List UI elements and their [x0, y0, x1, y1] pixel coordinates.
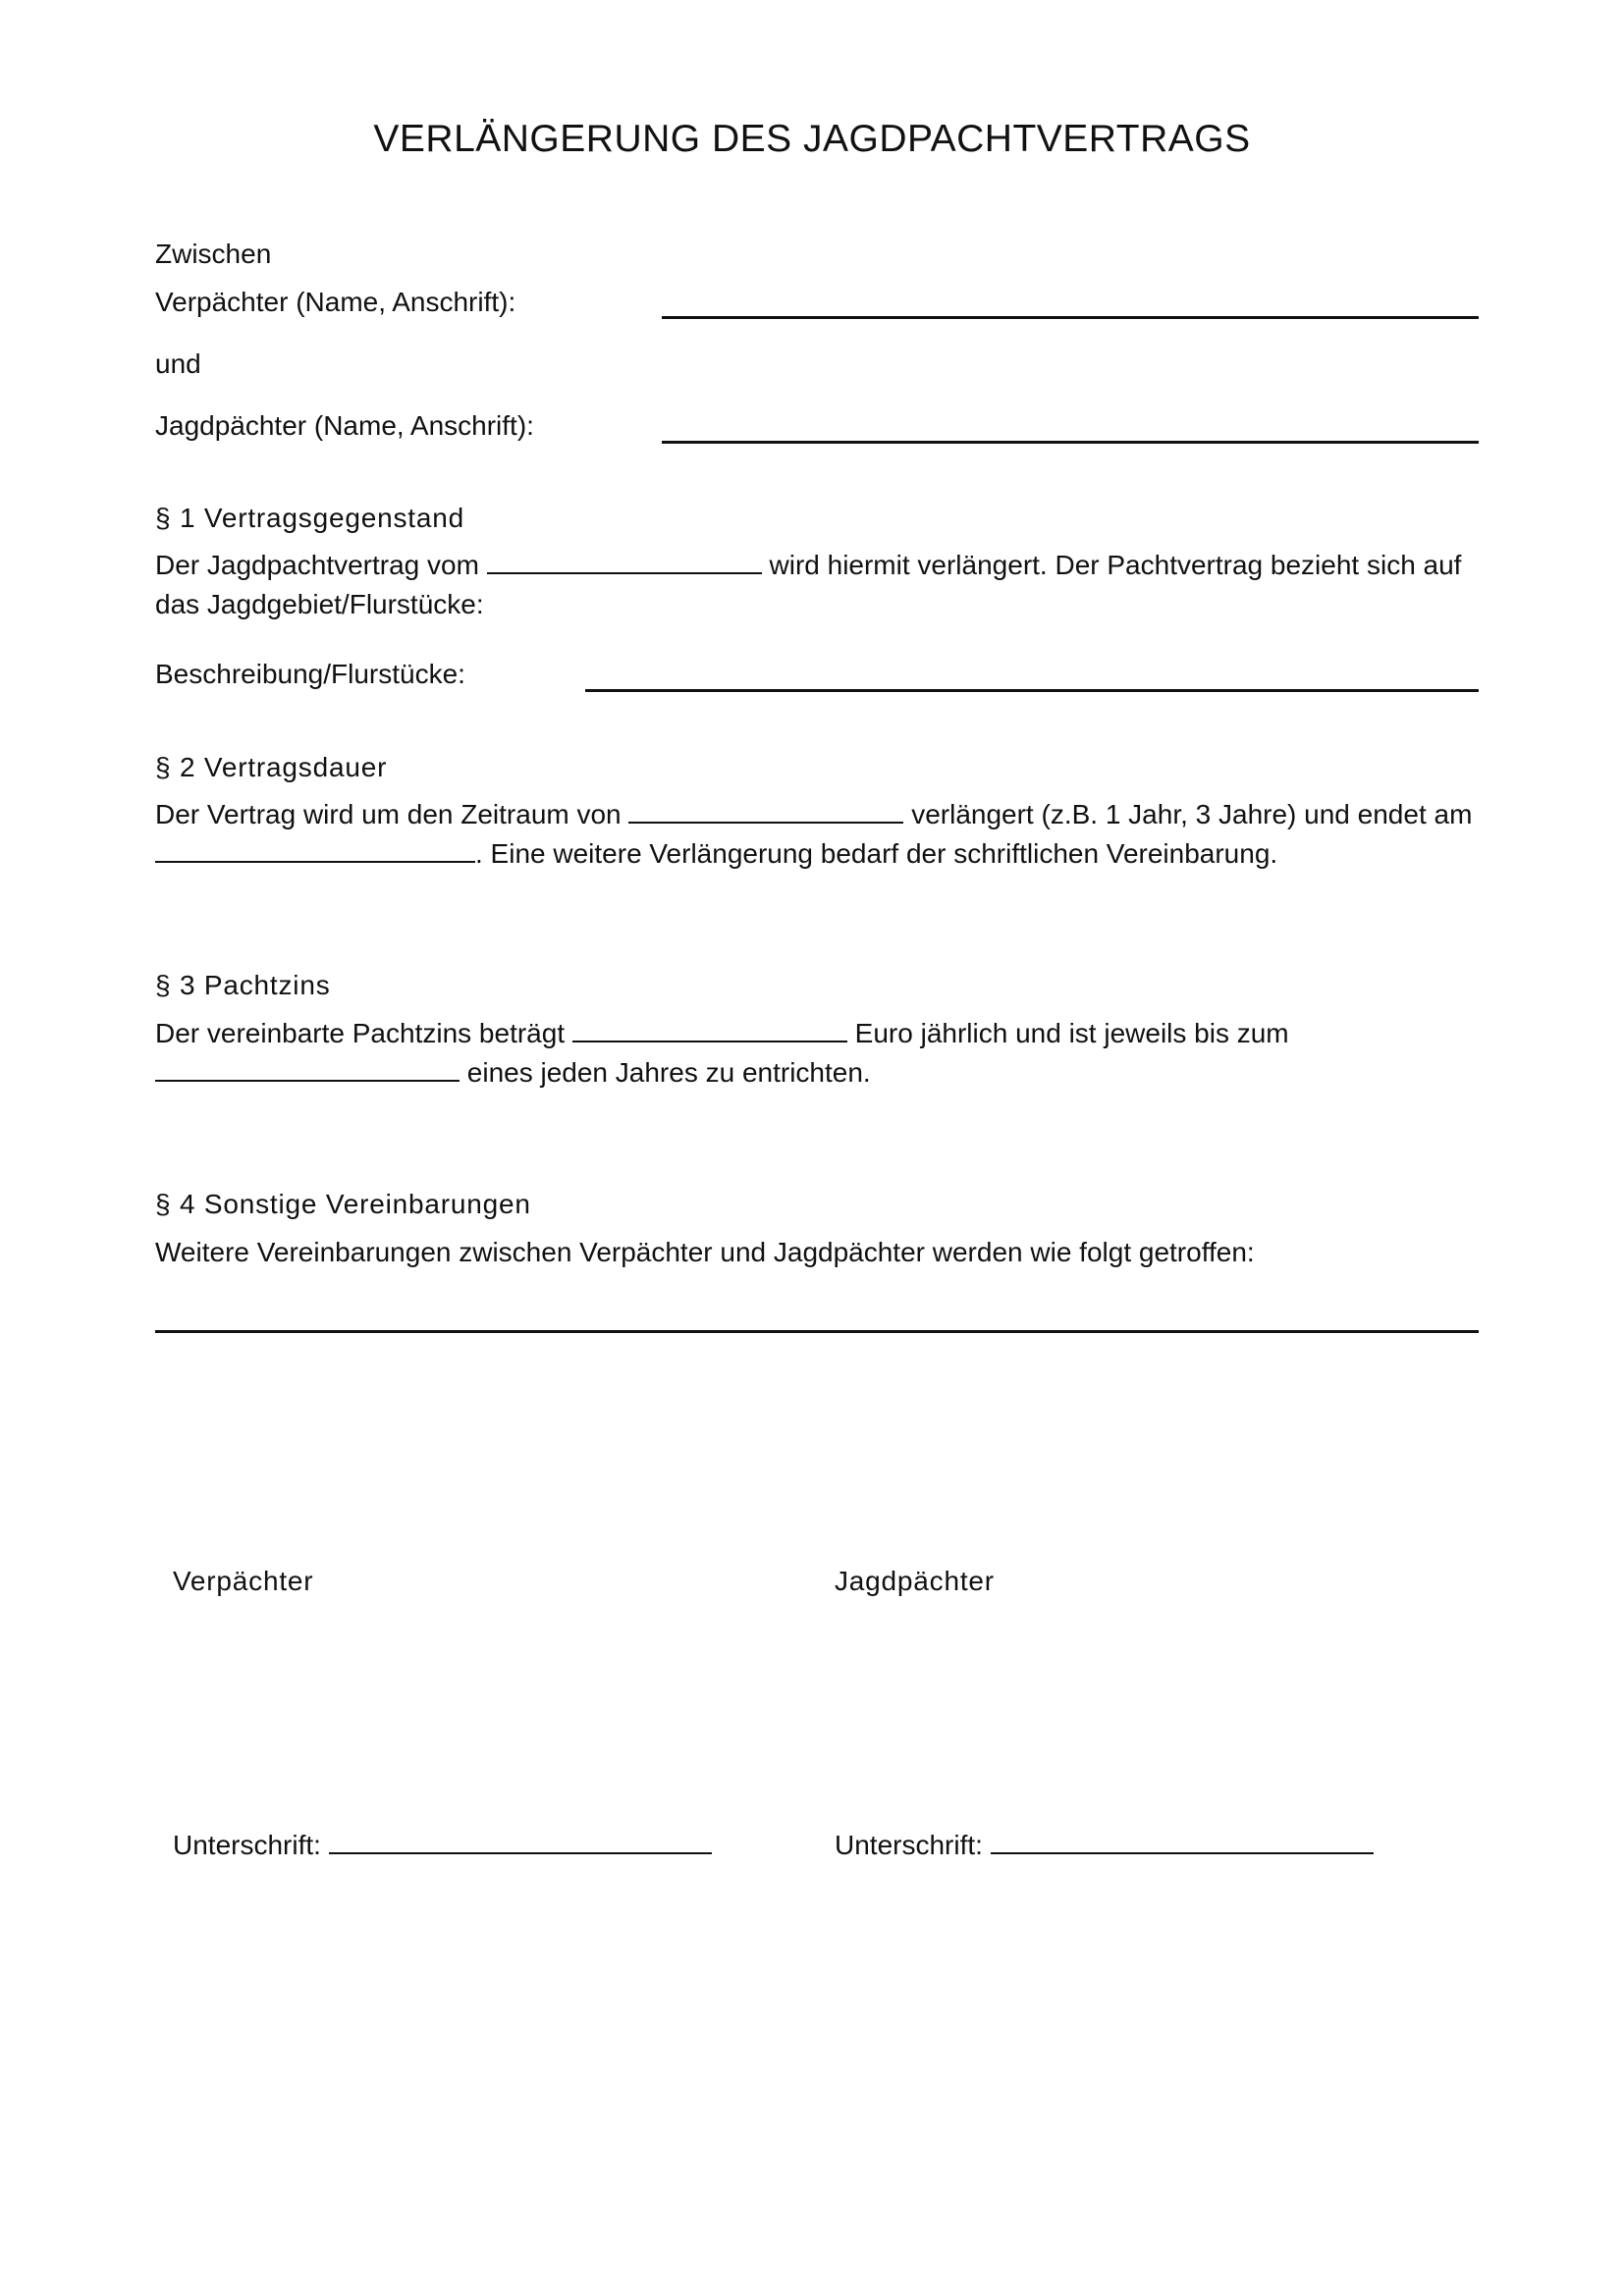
- lessor-signature-heading: Verpächter: [173, 1566, 314, 1596]
- payment-date-blank[interactable]: [155, 1054, 460, 1082]
- section-2-line-2: [155, 834, 1277, 874]
- section-4-line-1: Weitere Vereinbarungen zwischen Verpächter und Jagdpächter werden wie folgt getroffen:: [155, 1237, 1255, 1267]
- lessee-input-line[interactable]: [662, 441, 1479, 444]
- section-4-heading: § 4 Sonstige Vereinbarungen: [155, 1189, 531, 1219]
- section-3-line-2: [155, 1053, 871, 1093]
- section-1-text-a: Der Jagdpachtvertrag vom: [155, 550, 479, 580]
- rent-amount-blank[interactable]: [572, 1015, 847, 1042]
- other-agreements-input-line[interactable]: [155, 1330, 1479, 1333]
- lessee-signature-label: Unterschrift:: [835, 1830, 983, 1860]
- section-3-text-c: eines jeden Jahres zu entrichten.: [466, 1057, 871, 1088]
- lessor-input-line[interactable]: [662, 316, 1479, 319]
- section-3-line-1: [155, 1014, 1289, 1053]
- section-2-heading: § 2 Vertragsdauer: [155, 752, 388, 782]
- document-title: VERLÄNGERUNG DES JAGDPACHTVERTRAGS: [373, 118, 1251, 160]
- section-3-heading: § 3 Pachtzins: [155, 970, 331, 1000]
- section-3-text-a: Der vereinbarte Pachtzins beträgt: [155, 1018, 566, 1048]
- section-2-text-b: verlängert (z.B. 1 Jahr, 3 Jahre) und endet am: [911, 799, 1473, 829]
- parties-intro: Zwischen: [155, 239, 272, 269]
- lessor-signature-label: Unterschrift:: [173, 1830, 321, 1860]
- section-2-text-a: Der Vertrag wird um den Zeitraum von: [155, 799, 622, 829]
- section-2-text-c: . Eine weitere Verlängerung bedarf der schriftlichen Vereinbarung.: [475, 838, 1278, 869]
- lessor-label: Verpächter (Name, Anschrift):: [155, 287, 516, 317]
- contract-date-blank[interactable]: [487, 547, 762, 574]
- section-2-line-1: [155, 795, 1472, 834]
- end-date-blank[interactable]: [155, 835, 475, 863]
- section-3-text-b: Euro jährlich und ist jeweils bis zum: [854, 1018, 1289, 1048]
- lessee-signature-line: [835, 1826, 1374, 1865]
- section-1-text-b: wird hiermit verlängert. Der Pachtvertrag bezieht sich auf: [769, 550, 1462, 580]
- extension-period-blank[interactable]: [628, 796, 903, 824]
- lessee-label: Jagdpächter (Name, Anschrift):: [155, 410, 534, 441]
- lessor-signature-blank[interactable]: [329, 1827, 712, 1854]
- section-1-line-1: [155, 546, 1461, 585]
- section-1-heading: § 1 Vertragsgegenstand: [155, 503, 464, 533]
- lessee-signature-blank[interactable]: [991, 1827, 1374, 1854]
- lessor-signature-line: [173, 1826, 712, 1865]
- description-label: Beschreibung/Flurstücke:: [155, 659, 465, 689]
- section-1-line-2: das Jagdgebiet/Flurstücke:: [155, 589, 484, 619]
- parties-connector: und: [155, 348, 201, 379]
- lessee-signature-heading: Jagdpächter: [835, 1566, 995, 1596]
- description-input-line[interactable]: [585, 689, 1479, 692]
